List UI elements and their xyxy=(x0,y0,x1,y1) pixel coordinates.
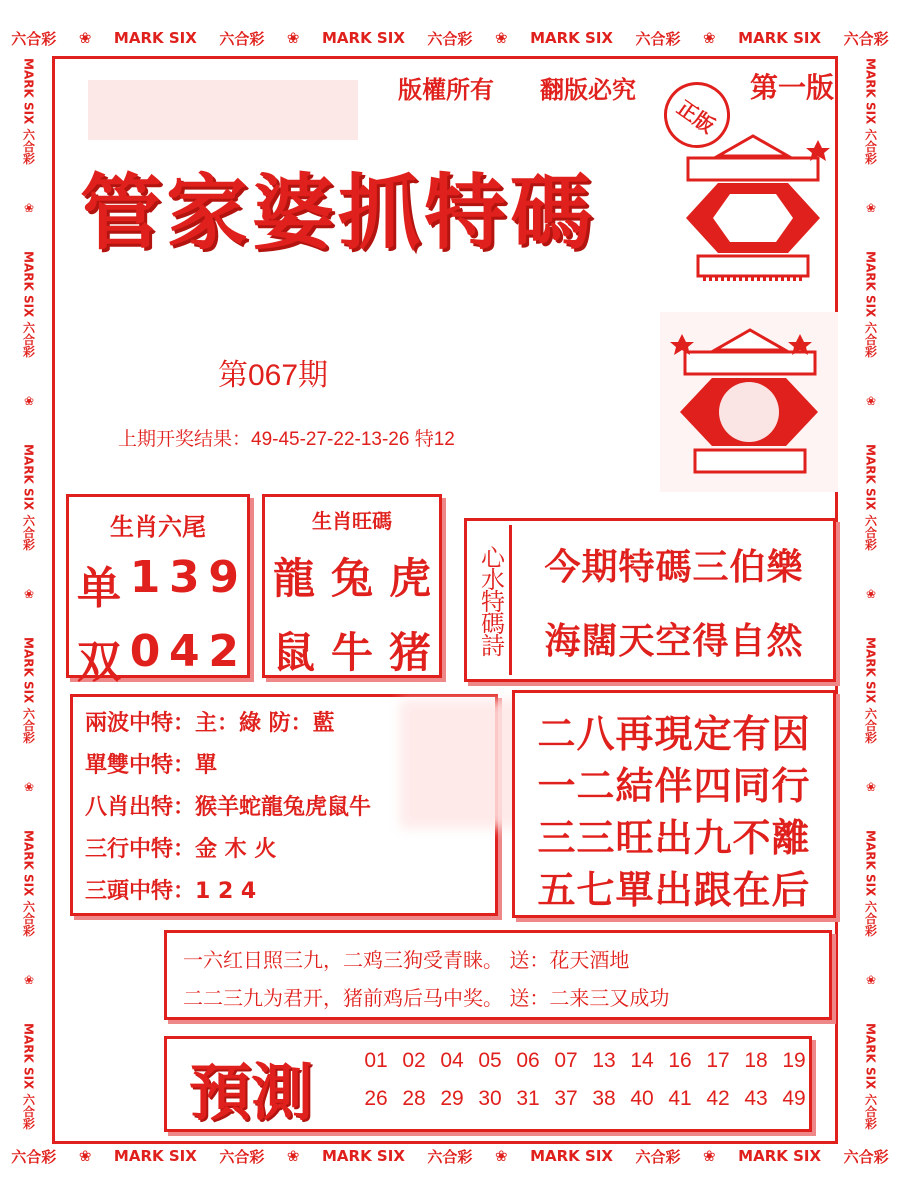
prediction-number: 04 xyxy=(440,1049,464,1072)
flower-icon: ❀ xyxy=(22,393,36,408)
border-text: MARK SIX 六合彩 xyxy=(863,830,878,937)
lantern-decoration-top xyxy=(668,128,838,296)
border-text: MARK SIX xyxy=(322,1147,405,1165)
border-text: MARK SIX 六合彩 xyxy=(863,444,878,551)
flower-icon: ❀ xyxy=(22,973,36,988)
zodiac-sign: 虎 xyxy=(388,554,431,603)
flower-icon: ❀ xyxy=(286,29,300,47)
poem-line-1: 今期特碼三伯樂 xyxy=(544,547,804,588)
flower-icon: ❀ xyxy=(864,587,878,601)
verse-line-3: 三三旺出九不離 xyxy=(537,816,811,860)
flower-icon: ❀ xyxy=(864,780,878,795)
border-text: MARK SIX 六合彩 xyxy=(863,1023,878,1130)
tip-two-wave: 兩波中特：主：綠 防：藍 xyxy=(85,711,335,736)
prediction-box xyxy=(164,1036,812,1132)
prediction-number: 14 xyxy=(630,1049,654,1072)
border-text: MARK SIX xyxy=(322,29,405,47)
flower-icon: ❀ xyxy=(703,29,716,47)
border-text: 六合彩 xyxy=(11,29,57,48)
border-text: 六合彩 xyxy=(219,29,265,48)
lantern-decoration-bottom xyxy=(660,312,838,492)
prediction-numbers xyxy=(357,1049,813,1111)
border-text: MARK SIX 六合彩 xyxy=(21,444,36,551)
border-text: MARK SIX xyxy=(738,29,822,47)
flower-icon: ❀ xyxy=(864,973,878,988)
verse-line-2: 一二結伴四同行 xyxy=(537,764,811,808)
page-title: 管家婆抓特碼 xyxy=(80,165,597,261)
flower-icon: ❀ xyxy=(864,200,878,215)
prediction-number: 28 xyxy=(402,1087,426,1110)
border-text: 六合彩 xyxy=(843,29,889,48)
zodiac-sign: 鼠 xyxy=(272,628,315,677)
border-text: 六合彩 xyxy=(427,1147,473,1166)
tip-three-heads: 三頭中特：1 2 4 xyxy=(85,879,257,904)
copyright-text: 版權所有 xyxy=(398,76,494,104)
single-num: 9 xyxy=(208,552,239,603)
border-text: MARK SIX 六合彩 xyxy=(863,58,878,165)
verse-line-1: 二八再現定有因 xyxy=(537,712,811,756)
prediction-number: 26 xyxy=(364,1087,388,1110)
double-num: 2 xyxy=(208,626,239,677)
prediction-number: 13 xyxy=(592,1049,616,1072)
prediction-label: 預測 xyxy=(189,1056,314,1129)
prediction-number: 38 xyxy=(592,1087,616,1110)
flower-icon: ❀ xyxy=(22,200,36,215)
issue-number: 第067期 xyxy=(218,359,329,392)
riddle-box xyxy=(164,930,832,1020)
riddle-line-1: 一六红日照三九，二鸡三狗受青睐。 送：花天酒地 xyxy=(183,948,630,972)
flower-icon: ❀ xyxy=(494,1147,508,1165)
prediction-number: 37 xyxy=(554,1087,578,1110)
single-label: 单 xyxy=(77,563,121,614)
flower-icon: ❀ xyxy=(22,587,36,601)
edition-label: 第一版 xyxy=(750,71,835,104)
border-text: MARK SIX xyxy=(113,29,197,47)
tip-three-elements: 三行中特：金 木 火 xyxy=(85,837,277,862)
zodiac-sign: 兔 xyxy=(330,554,373,603)
poem-box xyxy=(464,518,836,682)
flower-icon: ❀ xyxy=(864,393,878,408)
prediction-number: 31 xyxy=(516,1087,540,1110)
double-label: 双 xyxy=(77,637,121,688)
double-num: 0 xyxy=(129,626,161,677)
left-border-band xyxy=(12,40,46,1148)
prediction-number: 43 xyxy=(744,1087,768,1110)
border-text: 六合彩 xyxy=(219,1147,265,1166)
no-reprint-text: 翻版必究 xyxy=(540,76,636,104)
border-text: MARK SIX 六合彩 xyxy=(863,251,878,358)
tip-odd-even: 單雙中特：單 xyxy=(85,753,218,778)
tip-eight-zodiac: 八肖出特：猴羊蛇龍兔虎鼠牛 xyxy=(85,795,372,820)
border-text: MARK SIX 六合彩 xyxy=(21,251,36,358)
zodiac-row-1 xyxy=(265,546,439,606)
top-border-band xyxy=(0,18,900,58)
verse-box xyxy=(512,690,836,918)
flower-icon: ❀ xyxy=(286,1147,300,1165)
border-text: 六合彩 xyxy=(427,29,473,48)
prediction-number: 16 xyxy=(668,1049,692,1072)
border-text: MARK SIX xyxy=(738,1147,822,1165)
border-text: MARK SIX 六合彩 xyxy=(21,830,36,937)
prediction-number: 49 xyxy=(782,1087,806,1110)
flower-icon: ❀ xyxy=(78,1147,92,1165)
prediction-number: 42 xyxy=(706,1087,730,1110)
border-text: MARK SIX 六合彩 xyxy=(21,58,36,165)
prediction-number: 30 xyxy=(478,1087,502,1110)
border-text: 六合彩 xyxy=(635,29,681,48)
right-border-band xyxy=(854,40,888,1148)
prediction-number: 06 xyxy=(516,1049,540,1072)
riddle-line-2: 二二三九为君开，猪前鸡后马中奖。 送：二来三又成功 xyxy=(183,986,670,1010)
prediction-number: 17 xyxy=(706,1049,730,1072)
prediction-number: 40 xyxy=(630,1087,654,1110)
border-text: MARK SIX 六合彩 xyxy=(21,1023,36,1130)
redacted-banner xyxy=(88,80,358,140)
poem-side-label: 心水特碼詩 xyxy=(473,525,512,675)
tail-box-heading: 生肖六尾 xyxy=(110,512,206,541)
zodiac-sign: 猪 xyxy=(388,628,431,677)
border-text: 六合彩 xyxy=(635,1147,681,1166)
border-text: MARK SIX xyxy=(530,1147,613,1165)
verse-line-4: 五七單出跟在后 xyxy=(537,868,811,912)
genuine-stamp: 正版 xyxy=(651,69,743,161)
prediction-number: 01 xyxy=(364,1049,388,1072)
zodiac-box xyxy=(262,494,442,678)
zodiac-box-heading: 生肖旺碼 xyxy=(312,509,392,533)
flower-icon: ❀ xyxy=(22,780,36,795)
zodiac-sign: 龍 xyxy=(272,554,315,603)
single-row xyxy=(69,552,247,616)
poem-line-2: 海闊天空得自然 xyxy=(544,621,804,662)
single-num: 1 xyxy=(129,552,161,603)
last-draw-result: 上期开奖结果：49-45-27-22-13-26 特12 xyxy=(118,429,455,450)
prediction-number: 05 xyxy=(478,1049,502,1072)
prediction-number: 41 xyxy=(668,1087,692,1110)
prediction-number: 02 xyxy=(402,1049,426,1072)
border-text: MARK SIX 六合彩 xyxy=(863,637,878,744)
prediction-number: 07 xyxy=(554,1049,578,1072)
prediction-number: 19 xyxy=(782,1049,806,1072)
flower-icon: ❀ xyxy=(703,1147,716,1165)
border-text: 六合彩 xyxy=(843,1147,889,1166)
double-row xyxy=(69,626,247,690)
prediction-number: 18 xyxy=(744,1049,768,1072)
flower-icon: ❀ xyxy=(494,29,508,47)
double-num: 4 xyxy=(169,626,200,677)
zodiac-sign: 牛 xyxy=(330,628,373,677)
border-text: MARK SIX 六合彩 xyxy=(21,637,36,744)
flower-icon: ❀ xyxy=(78,29,92,47)
prediction-number: 29 xyxy=(440,1087,464,1110)
border-text: 六合彩 xyxy=(11,1147,57,1166)
zodiac-row-2 xyxy=(265,620,439,680)
tail-box xyxy=(66,494,250,688)
border-text: MARK SIX xyxy=(530,29,613,47)
border-text: MARK SIX xyxy=(113,1147,197,1165)
single-num: 3 xyxy=(169,552,200,603)
